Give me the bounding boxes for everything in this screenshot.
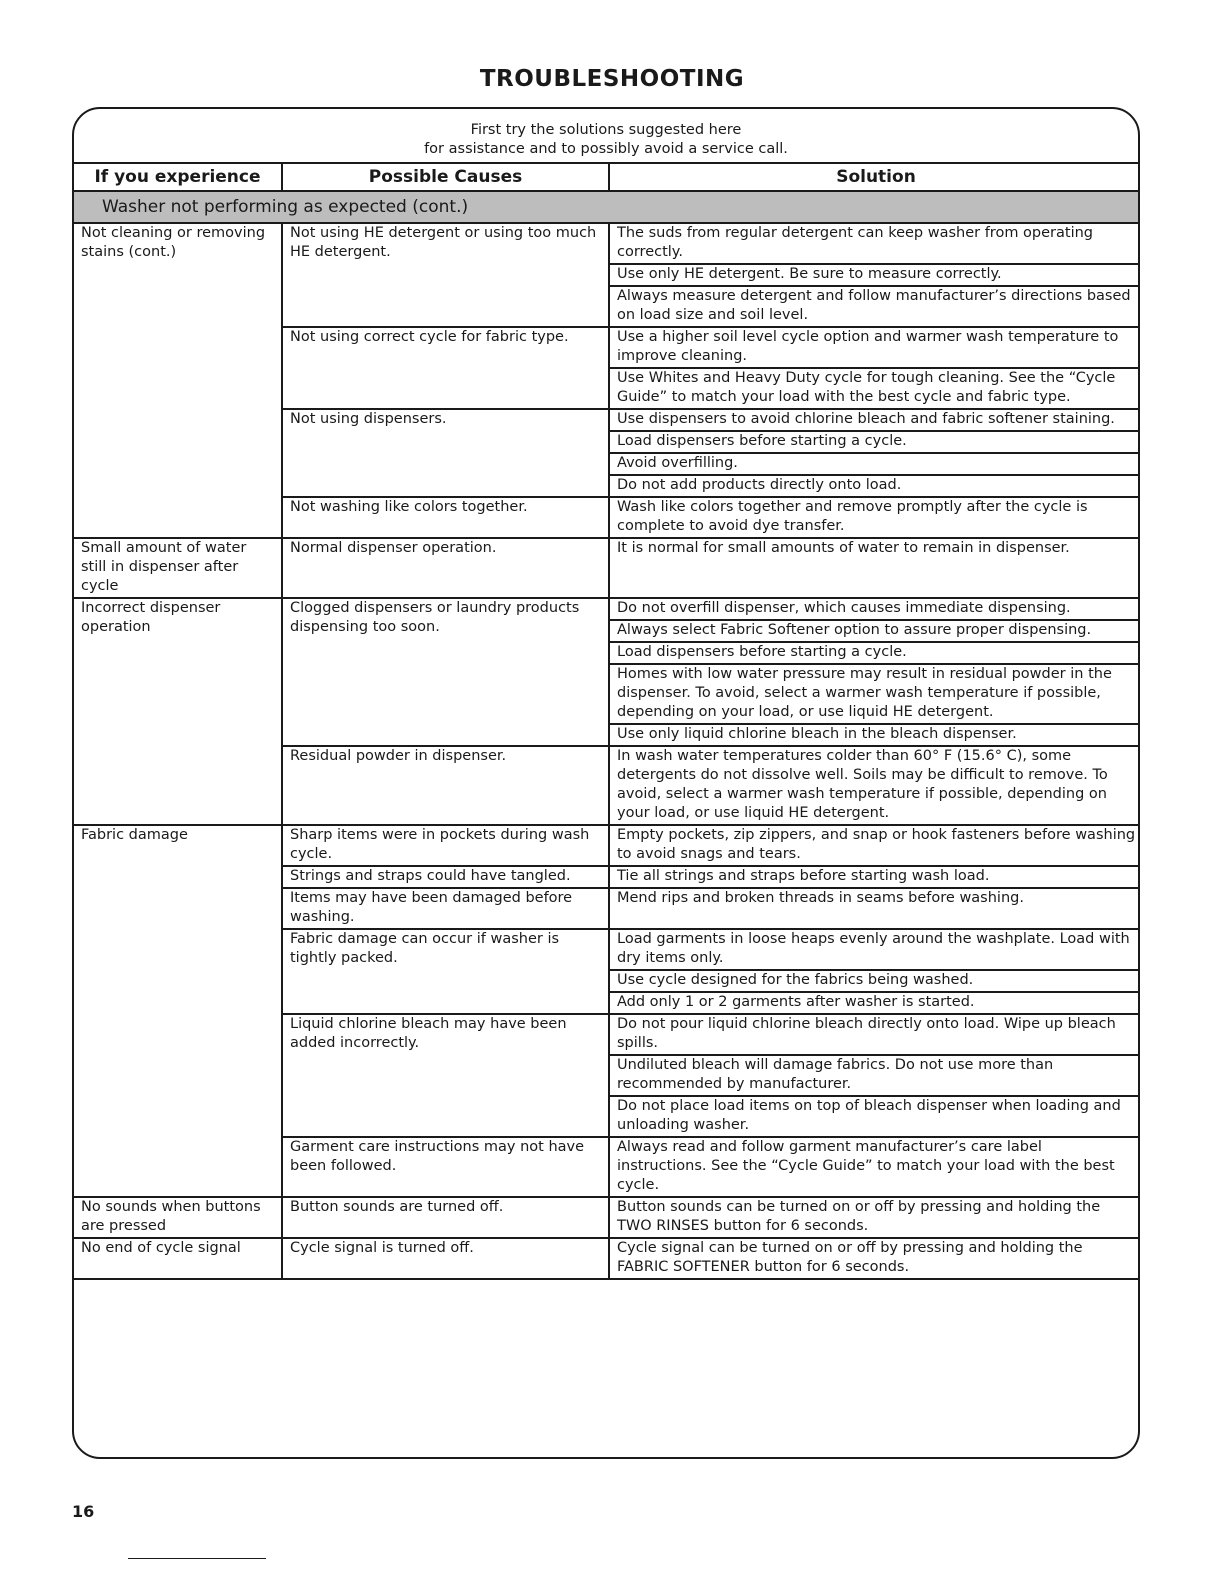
solution-cell: Do not place load items on top of bleach dispenser when loading and unloading washer. (609, 1096, 1140, 1137)
solution-cell: Tie all strings and straps before starting wash load. (609, 866, 1140, 888)
solution-cell: Use dispensers to avoid chlorine bleach and fabric softener staining. (609, 409, 1140, 431)
solution-cell: Always select Fabric Softener option to assure proper dispensing. (609, 620, 1140, 642)
solution-cell: Use only liquid chlorine bleach in the bleach dispenser. (609, 724, 1140, 746)
cause-cell: Button sounds are turned off. (282, 1197, 609, 1238)
table-row (74, 825, 1140, 866)
table-row (74, 1197, 1140, 1238)
troubleshooting-table (74, 162, 1140, 1280)
problem-cell: Small amount of water still in dispenser after cycle (74, 538, 282, 598)
cause-cell: Residual powder in dispenser. (282, 746, 609, 825)
page-number: 16 (72, 1502, 95, 1521)
cause-cell: Garment care instructions may not have been followed. (282, 1137, 609, 1197)
solution-cell: The suds from regular detergent can keep washer from operating correctly. (609, 223, 1140, 264)
solution-cell: Avoid overfilling. (609, 453, 1140, 475)
cause-cell: Cycle signal is turned off. (282, 1238, 609, 1279)
cause-cell: Strings and straps could have tangled. (282, 866, 609, 888)
footer-rule (128, 1558, 266, 1559)
cause-cell: Clogged dispensers or laundry products dispensing too soon. (282, 598, 609, 746)
solution-cell: Use Whites and Heavy Duty cycle for tough cleaning. See the “Cycle Guide” to match your load with the best cycle and fabric type. (609, 368, 1140, 409)
header-solution: Solution (609, 163, 1140, 191)
section-row (74, 191, 1140, 223)
problem-cell: No end of cycle signal (74, 1238, 282, 1279)
header-causes: Possible Causes (282, 163, 609, 191)
problem-cell: Incorrect dispenser operation (74, 598, 282, 825)
intro-line-2: for assistance and to possibly avoid a service call. (424, 140, 788, 157)
table-row (74, 598, 1140, 620)
header-experience: If you experience (74, 163, 282, 191)
intro-line-1: First try the solutions suggested here (470, 122, 742, 138)
solution-cell: In wash water temperatures colder than 60° F (15.6° C), some detergents do not dissolve well. Soils may be difficult to remove. To avoid, select a warmer wash temperature if possible, depending on your load, or use liquid HE detergent. (609, 746, 1140, 825)
solution-cell: Load dispensers before starting a cycle. (609, 431, 1140, 453)
solution-cell: Empty pockets, zip zippers, and snap or hook fasteners before washing to avoid snags and tears. (609, 825, 1140, 866)
solution-cell: Load garments in loose heaps evenly around the washplate. Load with dry items only. (609, 929, 1140, 970)
solution-cell: Use only HE detergent. Be sure to measure correctly. (609, 264, 1140, 286)
solution-cell: Use cycle designed for the fabrics being washed. (609, 970, 1140, 992)
solution-cell: Do not add products directly onto load. (609, 475, 1140, 497)
table-body (74, 191, 1140, 1279)
solution-cell: Wash like colors together and remove promptly after the cycle is complete to avoid dye transfer. (609, 497, 1140, 538)
solution-cell: It is normal for small amounts of water to remain in dispenser. (609, 538, 1140, 598)
problem-cell: No sounds when buttons are pressed (74, 1197, 282, 1238)
cause-cell: Liquid chlorine bleach may have been added incorrectly. (282, 1014, 609, 1137)
page-title: TROUBLESHOOTING (479, 66, 745, 92)
solution-cell: Mend rips and broken threads in seams before washing. (609, 888, 1140, 929)
solution-cell: Always read and follow garment manufacturer’s care label instructions. See the “Cycle Guide” to match your load with the best cycle. (609, 1137, 1140, 1197)
cause-cell: Normal dispenser operation. (282, 538, 609, 598)
cause-cell: Fabric damage can occur if washer is tightly packed. (282, 929, 609, 1014)
intro-text (74, 121, 1138, 158)
cause-cell: Not washing like colors together. (282, 497, 609, 538)
solution-cell: Use a higher soil level cycle option and warmer wash temperature to improve cleaning. (609, 327, 1140, 368)
solution-cell: Button sounds can be turned on or off by pressing and holding the TWO RINSES button for 6 seconds. (609, 1197, 1140, 1238)
problem-cell: Fabric damage (74, 825, 282, 1197)
table-row (74, 1238, 1140, 1279)
problem-cell: Not cleaning or removing stains (cont.) (74, 223, 282, 538)
solution-cell: Undiluted bleach will damage fabrics. Do not use more than recommended by manufacturer. (609, 1055, 1140, 1096)
table-row (74, 538, 1140, 598)
header-row (74, 163, 1140, 191)
table-row (74, 223, 1140, 264)
solution-cell: Add only 1 or 2 garments after washer is started. (609, 992, 1140, 1014)
solution-cell: Do not overfill dispenser, which causes immediate dispensing. (609, 598, 1140, 620)
cause-cell: Not using HE detergent or using too much HE detergent. (282, 223, 609, 327)
troubleshooting-box (72, 107, 1140, 1459)
cause-cell: Items may have been damaged before washing. (282, 888, 609, 929)
cause-cell: Not using dispensers. (282, 409, 609, 497)
solution-cell: Cycle signal can be turned on or off by pressing and holding the FABRIC SOFTENER button for 6 seconds. (609, 1238, 1140, 1279)
solution-cell: Do not pour liquid chlorine bleach directly onto load. Wipe up bleach spills. (609, 1014, 1140, 1055)
section-title: Washer not performing as expected (cont.) (74, 191, 1140, 223)
solution-cell: Load dispensers before starting a cycle. (609, 642, 1140, 664)
cause-cell: Not using correct cycle for fabric type. (282, 327, 609, 409)
cause-cell: Sharp items were in pockets during wash cycle. (282, 825, 609, 866)
solution-cell: Always measure detergent and follow manufacturer’s directions based on load size and soil level. (609, 286, 1140, 327)
solution-cell: Homes with low water pressure may result in residual powder in the dispenser. To avoid, select a warmer wash temperature if possible, depending on your load, or use liquid HE detergent. (609, 664, 1140, 724)
